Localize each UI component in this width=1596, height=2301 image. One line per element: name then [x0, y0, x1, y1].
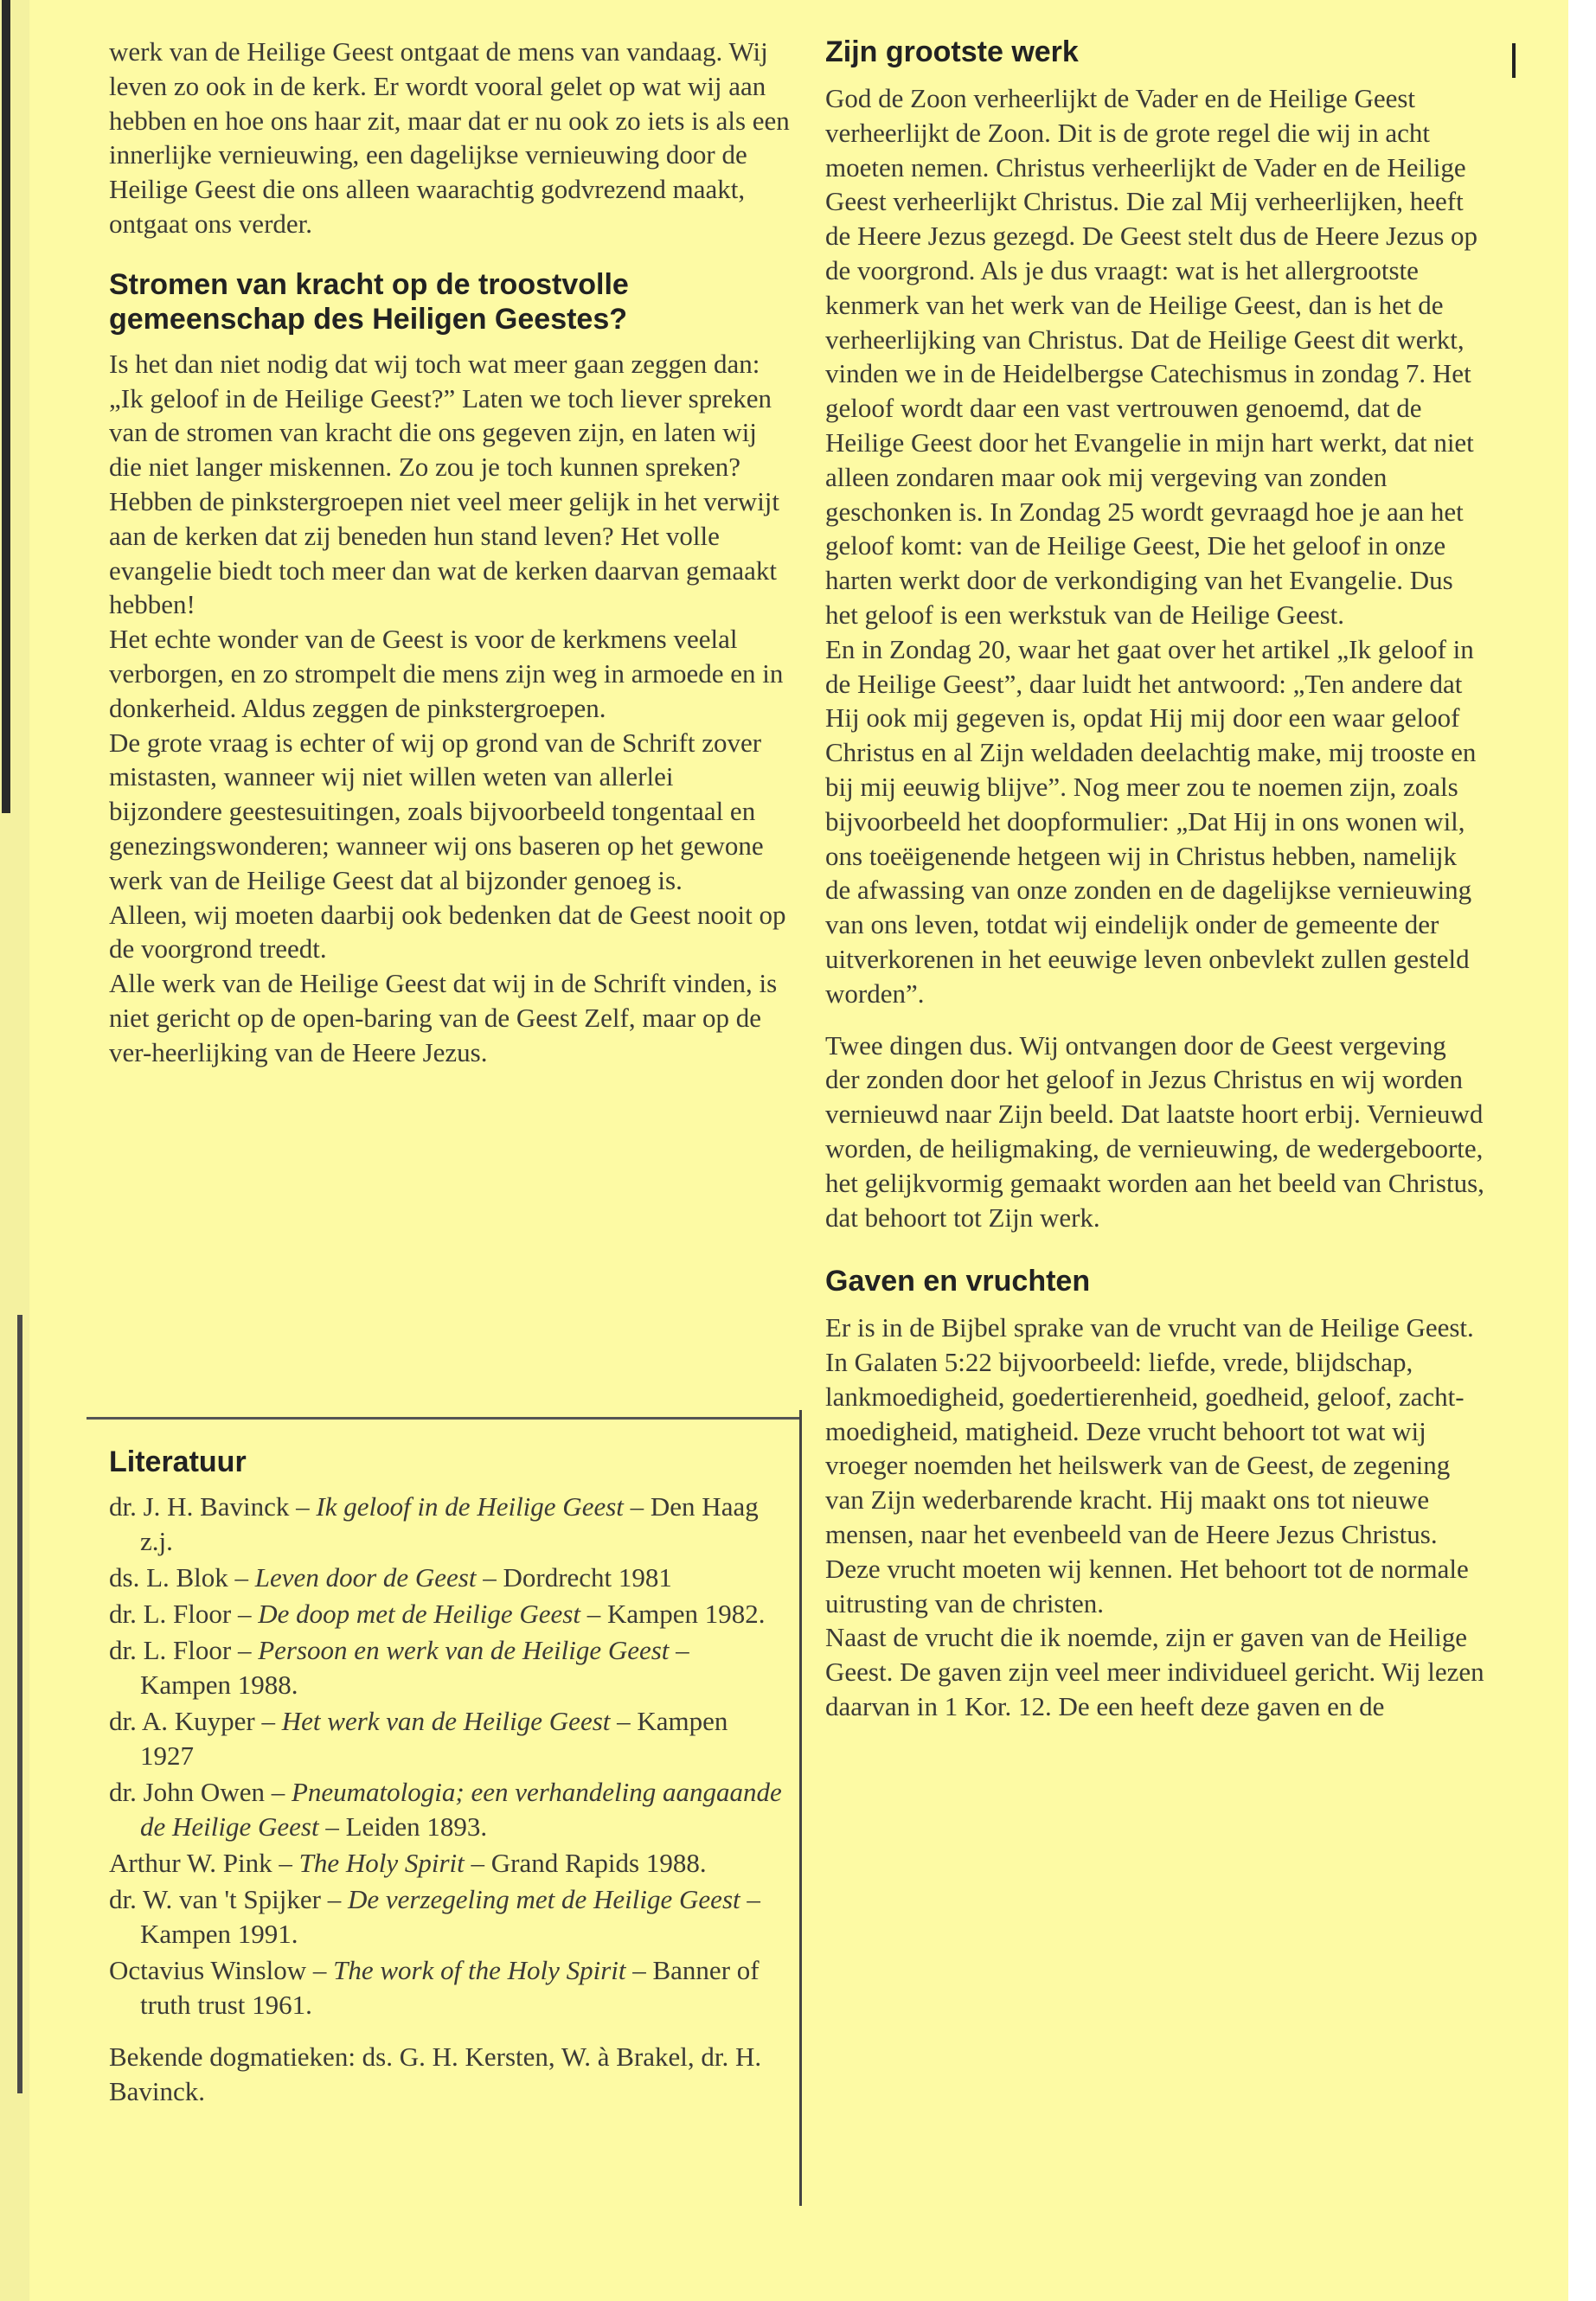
literature-item: dr. L. Floor – De doop met de Heilige Geest – Kampen 1982. [109, 1599, 766, 1629]
body-paragraph: De grote vraag is echter of wij op grond van de Schrift zover mistasten, wanneer wij niet willen weten van allerlei bijzondere geestesuitingen, zoals bijvoorbeeld tongentaal en genezingswonderen; wanneer wij ons baseren op het gewone werk van de Heilige Geest dat al bijzonder genoeg is. [109, 727, 764, 895]
section-heading-gaven-en-vruchten: Gaven en vruchten [825, 1265, 1091, 1298]
body-paragraph: Twee dingen dus. Wij ontvangen door de Geest vergeving der zonden door het geloof in Jezus Christus en wij worden vernieuwd naar Zijn beeld. Dat laatste hoort erbij. Vernieuwd worden, de heiligmaking, de vernieuwing, de wedergeboorte, het gelijkvormig gemaakt worden aan het beeld van Christus, dat behoort tot Zijn werk. [825, 1029, 1484, 1233]
literature-item: Arthur W. Pink – The Holy Spirit – Grand Rapids 1988. [109, 1848, 707, 1878]
body-paragraph: Hebben de pinkstergroepen niet veel meer gelijk in het verwijt aan de kerken dat zij beneden hun stand leven? Het volle evangelie biedt toch meer dan wat de kerken daarvan gemaakt hebben! [109, 485, 780, 620]
literature-item: dr. A. Kuyper – Het werk van de Heilige Geest – Kampen 1927 [109, 1706, 728, 1771]
section-heading-stromen: Stromen van kracht op de troostvolle gemeenschap des Heiligen Geestes? [109, 267, 629, 336]
literature-list [109, 1445, 784, 2109]
literature-title: Literatuur [109, 1445, 247, 1478]
literature-box-side-rule [799, 1410, 802, 2206]
intro-paragraph: werk van de Heilige Geest ontgaat de mens van vandaag. Wij leven zo ook in de kerk. Er wordt vooral gelet op wat wij aan hebben en hoe ons haar zit, maar dat er nu ook zo iets is als een innerlijke vernieuwing, een dagelijkse vernieuwing door de Heilige Geest die ons alleen waarachtig godvrezend maakt, ontgaat ons verder. [109, 36, 790, 239]
literature-box [87, 1419, 799, 2214]
literature-footer: Bekende dogmatieken: ds. G. H. Kersten, W. à Brakel, dr. H. Bavinck. [109, 2041, 762, 2106]
body-paragraph: Het echte wonder van de Geest is voor de kerkmens veelal verborgen, en zo strompelt die mens zijn weg in armoede en in donkerheid. Aldus zeggen de pinkstergroepen. [109, 624, 784, 723]
literature-item: ds. L. Blok – Leven door de Geest – Dordrecht 1981 [109, 1562, 672, 1593]
body-paragraph: God de Zoon verheerlijkt de Vader en de Heilige Geest verheerlijkt de Zoon. Dit is de grote regel die wij in acht moeten nemen. Christus verheerlijkt de Vader en de Heilige Geest verheerlijkt Christus. Die zal Mij verheerlijken, heeft de Heere Jezus gezegd. De Geest stelt dus de Heere Jezus op de voorgrond. Als je dus vraagt: wat is het allergrootste kenmerk van het werk van de Heilige Geest, dan is het de verheerlijking van Christus. Dat de Heilige Geest dit werkt, vinden we in de Heidelbergse Catechismus in zondag 7. Het geloof wordt daar een vast vertrouwen genoemd, dat de Heilige Geest door het Evangelie in mijn hart werkt, dat niet alleen zondaren maar ook mij vergeving van zonden geschonken is. In Zondag 25 wordt gevraagd hoe je aan het geloof komt: van de Heilige Geest, Die het geloof in onze harten werkt door de verkondiging van het Evangelie. Dus het geloof is een werkstuk van de Heilige Geest. [825, 83, 1478, 630]
literature-item: dr. W. van 't Spijker – De verzegeling met de Heilige Geest – Kampen 1991. [109, 1884, 760, 1949]
body-paragraph: Naast de vrucht die ik noemde, zijn er gaven van de Heilige Geest. De gaven zijn veel meer individueel gericht. Wij lezen daarvan in 1 Kor. 12. De een heeft deze gaven en de [825, 1622, 1484, 1722]
scan-edge-left [0, 0, 29, 2301]
left-column [109, 35, 792, 1070]
literature-item: dr. J. H. Bavinck – Ik geloof in de Heilige Geest – Den Haag z.j. [109, 1491, 759, 1556]
right-column [825, 35, 1484, 1724]
body-paragraph: Alleen, wij moeten daarbij ook bedenken dat de Geest nooit op de voorgrond treedt. [109, 899, 786, 965]
literature-item: dr. L. Floor – Persoon en werk van de Heilige Geest – Kampen 1988. [109, 1635, 689, 1700]
scan-edge-right [1568, 0, 1596, 2301]
body-paragraph: Is het dan niet nodig dat wij toch wat meer gaan zeggen dan: „Ik geloof in de Heilige Geest?” Laten we toch liever spreken van de stromen van kracht die ons gegeven zijn, en laten wij die niet langer miskennen. Zo zou je toch kunnen spreken? [109, 348, 772, 483]
body-paragraph: En in Zondag 20, waar het gaat over het artikel „Ik geloof in de Heilige Geest”, daar luidt het antwoord: „Ten andere dat Hij ook mij gegeven is, opdat Hij mij door een waar geloof Christus en al Zijn weldaden deelachtig make, mij trooste en bij mij eeuwig blijve”. Nog meer zou te noemen zijn, zoals bijvoorbeeld het doopformulier: „Dat Hij in ons wonen wil, ons toeëigenende hetgeen wij in Christus hebben, namelijk de afwassing van onze zonden en de dagelijkse vernieuwing van ons leven, totdat wij eindelijk onder de gemeente der uitverkorenen in het eeuwige leven onbevlekt zullen gesteld worden”. [825, 633, 1477, 1009]
column-rule-right [1512, 43, 1516, 78]
section-heading-zijn-grootste-werk: Zijn grootste werk [825, 35, 1079, 68]
body-paragraph: Er is in de Bijbel sprake van de vrucht van de Heilige Geest. In Galaten 5:22 bijvoorbeeld: liefde, vrede, blijdschap, lankmoedigheid, goedertierenheid, goedheid, geloof, zacht-moedigheid, matigheid. Deze vrucht behoort tot wat wij vroeger noemden het heilswerk van de Geest, de zegening van Zijn wederbarende kracht. Hij maakt ons tot nieuwe mensen, naar het evenbeeld van de Heere Jezus Christus. Deze vrucht moeten wij kennen. Het behoort tot de normale uitrusting van de christen. [825, 1312, 1474, 1618]
literature-item: dr. John Owen – Pneumatologia; een verhandeling aangaande de Heilige Geest – Leiden 1893. [109, 1777, 782, 1842]
literature-item: Octavius Winslow – The work of the Holy Spirit – Banner of truth trust 1961. [109, 1955, 760, 2020]
body-paragraph: Alle werk van de Heilige Geest dat wij in de Schrift vinden, is niet gericht op de open-baring van de Geest Zelf, maar op de ver-heerlijking van de Heere Jezus. [109, 968, 778, 1067]
